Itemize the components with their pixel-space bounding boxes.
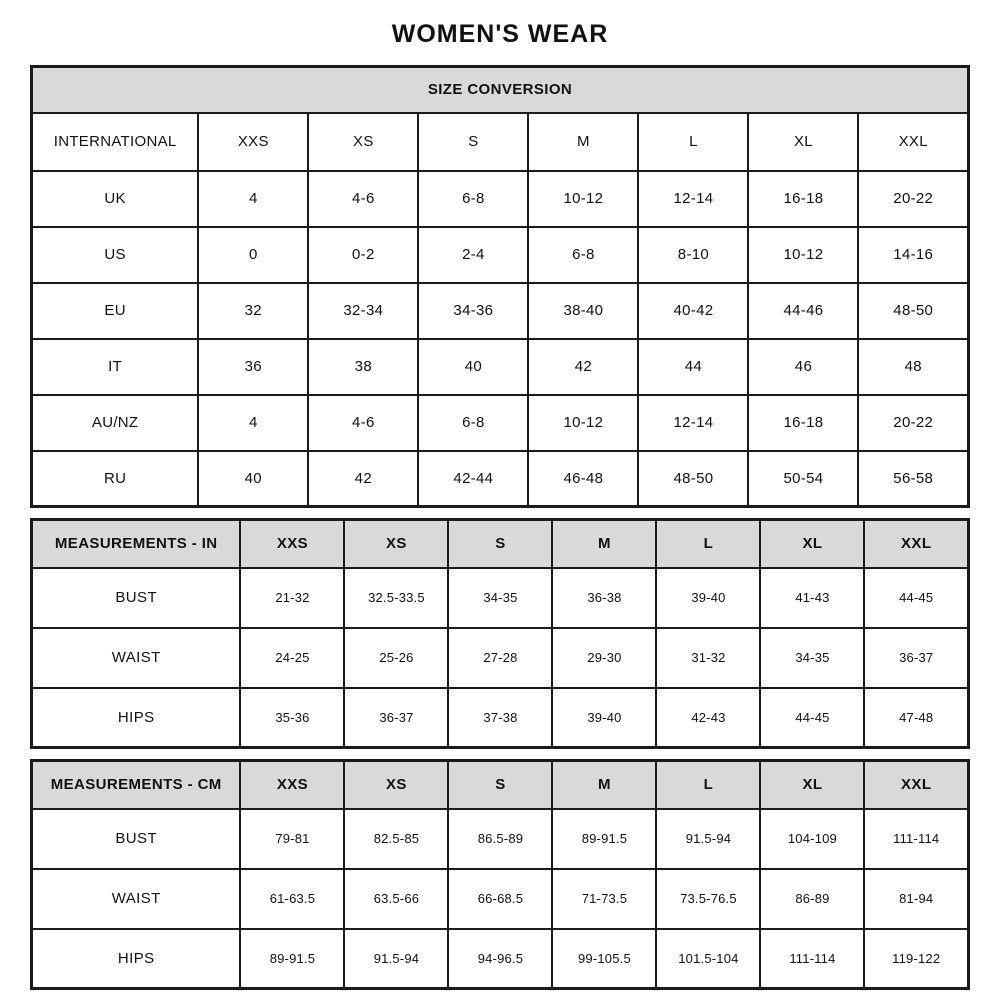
row-label: US	[32, 227, 199, 283]
value-cell: 40	[198, 451, 308, 507]
column-header: M	[528, 113, 638, 171]
value-cell: 41-43	[760, 568, 864, 628]
table-row	[32, 929, 969, 989]
value-cell: 119-122	[864, 929, 968, 989]
value-cell: 4	[198, 395, 308, 451]
value-cell: 42-43	[656, 688, 760, 748]
value-cell: 46-48	[528, 451, 638, 507]
value-cell: 71-73.5	[552, 869, 656, 929]
value-cell: 89-91.5	[552, 809, 656, 869]
table-row	[32, 171, 969, 227]
table-title-cell: INTERNATIONAL	[32, 113, 199, 171]
size-conversion-table	[30, 65, 970, 508]
column-header: XXL	[864, 520, 968, 568]
value-cell: 39-40	[656, 568, 760, 628]
column-header: XS	[308, 113, 418, 171]
value-cell: 63.5-66	[344, 869, 448, 929]
value-cell: 101.5-104	[656, 929, 760, 989]
value-cell: 91.5-94	[344, 929, 448, 989]
value-cell: 32.5-33.5	[344, 568, 448, 628]
value-cell: 6-8	[528, 227, 638, 283]
value-cell: 24-25	[240, 628, 344, 688]
row-label: AU/NZ	[32, 395, 199, 451]
table-row	[32, 688, 969, 748]
value-cell: 25-26	[344, 628, 448, 688]
table-row	[32, 283, 969, 339]
value-cell: 32	[198, 283, 308, 339]
value-cell: 48	[858, 339, 968, 395]
row-label: WAIST	[32, 628, 241, 688]
value-cell: 47-48	[864, 688, 968, 748]
table-row	[32, 395, 969, 451]
value-cell: 6-8	[418, 171, 528, 227]
value-cell: 36-37	[864, 628, 968, 688]
column-header: XS	[344, 761, 448, 809]
row-label: UK	[32, 171, 199, 227]
table-row	[32, 568, 969, 628]
value-cell: 29-30	[552, 628, 656, 688]
value-cell: 40	[418, 339, 528, 395]
value-cell: 99-105.5	[552, 929, 656, 989]
column-header: S	[448, 761, 552, 809]
value-cell: 32-34	[308, 283, 418, 339]
row-label: HIPS	[32, 688, 241, 748]
row-label: BUST	[32, 568, 241, 628]
table-row	[32, 869, 969, 929]
column-header: L	[638, 113, 748, 171]
column-header: L	[656, 761, 760, 809]
size-conversion-header-row	[32, 113, 969, 171]
column-header: XL	[760, 520, 864, 568]
column-header: S	[448, 520, 552, 568]
value-cell: 4	[198, 171, 308, 227]
table-row	[32, 628, 969, 688]
value-cell: 111-114	[864, 809, 968, 869]
value-cell: 44-45	[760, 688, 864, 748]
table-row	[32, 809, 969, 869]
value-cell: 8-10	[638, 227, 748, 283]
row-label: EU	[32, 283, 199, 339]
value-cell: 44-45	[864, 568, 968, 628]
column-header: S	[418, 113, 528, 171]
column-header: XXL	[858, 113, 968, 171]
value-cell: 20-22	[858, 395, 968, 451]
value-cell: 34-35	[760, 628, 864, 688]
value-cell: 86-89	[760, 869, 864, 929]
measurements-cm-header-row	[32, 761, 969, 809]
row-label: HIPS	[32, 929, 241, 989]
row-label: BUST	[32, 809, 241, 869]
value-cell: 12-14	[638, 171, 748, 227]
value-cell: 86.5-89	[448, 809, 552, 869]
size-conversion-banner-row	[32, 67, 969, 113]
value-cell: 46	[748, 339, 858, 395]
row-label: WAIST	[32, 869, 241, 929]
column-header: XXL	[864, 761, 968, 809]
column-header: XXS	[240, 520, 344, 568]
table-row	[32, 227, 969, 283]
measurements-cm-table	[30, 759, 970, 990]
value-cell: 36-38	[552, 568, 656, 628]
value-cell: 91.5-94	[656, 809, 760, 869]
value-cell: 21-32	[240, 568, 344, 628]
value-cell: 44	[638, 339, 748, 395]
value-cell: 10-12	[748, 227, 858, 283]
value-cell: 6-8	[418, 395, 528, 451]
value-cell: 44-46	[748, 283, 858, 339]
column-header: M	[552, 520, 656, 568]
value-cell: 82.5-85	[344, 809, 448, 869]
column-header: XL	[748, 113, 858, 171]
value-cell: 89-91.5	[240, 929, 344, 989]
size-conversion-body	[32, 171, 969, 507]
value-cell: 10-12	[528, 395, 638, 451]
value-cell: 34-36	[418, 283, 528, 339]
value-cell: 16-18	[748, 395, 858, 451]
value-cell: 42-44	[418, 451, 528, 507]
value-cell: 36-37	[344, 688, 448, 748]
value-cell: 111-114	[760, 929, 864, 989]
value-cell: 14-16	[858, 227, 968, 283]
value-cell: 50-54	[748, 451, 858, 507]
value-cell: 12-14	[638, 395, 748, 451]
column-header: XS	[344, 520, 448, 568]
value-cell: 38	[308, 339, 418, 395]
value-cell: 31-32	[656, 628, 760, 688]
page-title: WOMEN'S WEAR	[391, 20, 609, 48]
row-label: IT	[32, 339, 199, 395]
column-header: L	[656, 520, 760, 568]
value-cell: 35-36	[240, 688, 344, 748]
column-header: M	[552, 761, 656, 809]
value-cell: 48-50	[858, 283, 968, 339]
column-header: XXS	[198, 113, 308, 171]
measurements-cm-body	[32, 809, 969, 989]
value-cell: 79-81	[240, 809, 344, 869]
value-cell: 16-18	[748, 171, 858, 227]
value-cell: 4-6	[308, 395, 418, 451]
value-cell: 37-38	[448, 688, 552, 748]
table-row	[32, 451, 969, 507]
table-title-cell: MEASUREMENTS - CM	[32, 761, 241, 809]
table-title-cell: MEASUREMENTS - IN	[32, 520, 241, 568]
value-cell: 94-96.5	[448, 929, 552, 989]
value-cell: 0-2	[308, 227, 418, 283]
value-cell: 0	[198, 227, 308, 283]
value-cell: 66-68.5	[448, 869, 552, 929]
value-cell: 10-12	[528, 171, 638, 227]
value-cell: 61-63.5	[240, 869, 344, 929]
value-cell: 42	[528, 339, 638, 395]
measurements-in-table	[30, 518, 970, 749]
value-cell: 27-28	[448, 628, 552, 688]
value-cell: 2-4	[418, 227, 528, 283]
value-cell: 38-40	[528, 283, 638, 339]
value-cell: 81-94	[864, 869, 968, 929]
value-cell: 48-50	[638, 451, 748, 507]
value-cell: 42	[308, 451, 418, 507]
size-conversion-title: SIZE CONVERSION	[32, 67, 969, 113]
value-cell: 34-35	[448, 568, 552, 628]
column-header: XXS	[240, 761, 344, 809]
value-cell: 36	[198, 339, 308, 395]
measurements-in-body	[32, 568, 969, 748]
measurements-in-header-row	[32, 520, 969, 568]
value-cell: 39-40	[552, 688, 656, 748]
value-cell: 40-42	[638, 283, 748, 339]
value-cell: 56-58	[858, 451, 968, 507]
value-cell: 73.5-76.5	[656, 869, 760, 929]
table-row	[32, 339, 969, 395]
value-cell: 20-22	[858, 171, 968, 227]
column-header: XL	[760, 761, 864, 809]
row-label: RU	[32, 451, 199, 507]
value-cell: 104-109	[760, 809, 864, 869]
value-cell: 4-6	[308, 171, 418, 227]
